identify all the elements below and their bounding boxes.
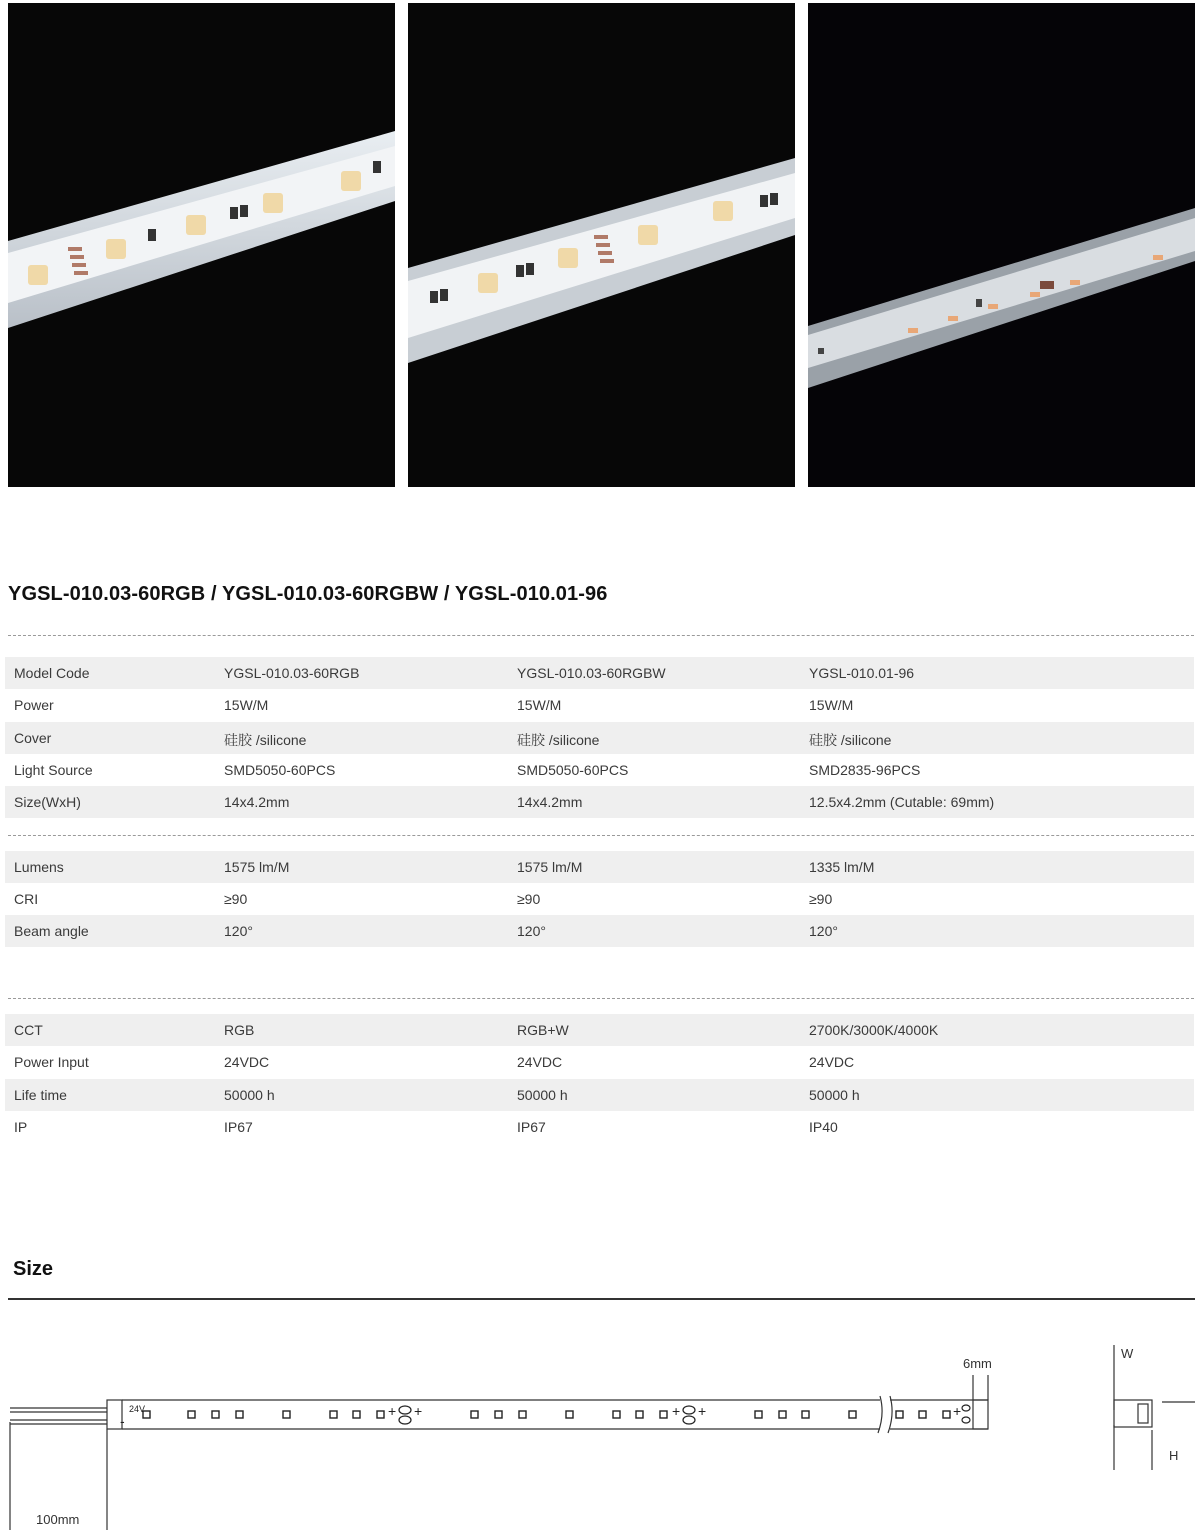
spec-row-cover: [5, 722, 1194, 754]
divider: [8, 835, 1194, 836]
spec-value: 12.5x4.2mm (Cutable: 69mm): [809, 794, 995, 810]
spec-value: 15W/M: [517, 697, 562, 713]
spec-value: 1335 lm/M: [809, 859, 875, 875]
spec-label: Life time: [14, 1087, 67, 1103]
spec-row-cct: [5, 1014, 1194, 1046]
spec-value: 120°: [809, 923, 838, 939]
width-label: W: [1121, 1346, 1134, 1361]
spec-value: 120°: [224, 923, 253, 939]
spec-value: 24VDC: [224, 1054, 270, 1070]
product-title: YGSL-010.03-60RGB / YGSL-010.03-60RGBW / YGSL-010.01-96: [8, 583, 608, 605]
spec-value: IP67: [517, 1119, 546, 1135]
spec-value: 50000 h: [224, 1087, 275, 1103]
spec-value: 24VDC: [809, 1054, 855, 1070]
spec-row-light-source: [5, 754, 1194, 786]
spec-row-beam-angle: [5, 915, 1194, 947]
spec-row-size: [5, 786, 1194, 818]
svg-text:+: +: [698, 1403, 707, 1419]
spec-label: Light Source: [14, 762, 93, 778]
spec-label: Lumens: [14, 859, 64, 875]
spec-label: Beam angle: [14, 923, 89, 939]
spec-label: Model Code: [14, 665, 90, 681]
spec-value: ≥90: [224, 891, 248, 907]
spec-label: Size(WxH): [14, 794, 81, 810]
svg-text:-: -: [120, 1413, 125, 1429]
voltage-label: 24V: [129, 1404, 146, 1414]
spec-label: CCT: [14, 1022, 43, 1038]
spec-value: 1575 lm/M: [224, 859, 290, 875]
rgb-strip-photo: [8, 3, 395, 487]
spec-row-power-input: [5, 1046, 1194, 1078]
spec-label: Power Input: [14, 1054, 89, 1070]
spec-value: RGB: [224, 1022, 255, 1038]
svg-text:+: +: [414, 1403, 423, 1419]
spec-value: IP67: [224, 1119, 253, 1135]
svg-text:+: +: [672, 1403, 681, 1419]
spec-row-ip: [5, 1111, 1194, 1143]
size-divider: [8, 1298, 1195, 1300]
spec-value: ≥90: [809, 891, 833, 907]
dim-6mm-label: 6mm: [963, 1356, 992, 1371]
spec-row-power: [5, 689, 1194, 721]
spec-label: Power: [14, 697, 54, 713]
spec-value: SMD2835-96PCS: [809, 762, 921, 778]
spec-value: SMD5050-60PCS: [517, 762, 629, 778]
spec-label: IP: [14, 1119, 28, 1135]
spec-value: 硅胶 /silicone: [517, 732, 600, 748]
spec-value: 14x4.2mm: [517, 794, 583, 810]
spec-value: 120°: [517, 923, 546, 939]
spec-value: YGSL-010.01-96: [809, 665, 915, 681]
white-strip-photo: [808, 3, 1195, 487]
height-label: H: [1169, 1448, 1179, 1463]
spec-value: 50000 h: [809, 1087, 860, 1103]
spec-value: 50000 h: [517, 1087, 568, 1103]
size-diagram: [0, 1330, 1200, 1539]
size-heading: Size: [13, 1258, 54, 1280]
spec-value: 14x4.2mm: [224, 794, 290, 810]
spec-value: 24VDC: [517, 1054, 563, 1070]
spec-value: 硅胶 /silicone: [809, 732, 892, 748]
spec-value: RGB+W: [517, 1022, 569, 1038]
spec-value: 1575 lm/M: [517, 859, 583, 875]
spec-value: YGSL-010.03-60RGBW: [517, 665, 666, 681]
spec-value: YGSL-010.03-60RGB: [224, 665, 360, 681]
spec-value: 15W/M: [224, 697, 269, 713]
divider: [8, 998, 1194, 999]
spec-label: Cover: [14, 730, 52, 746]
rgbw-strip-photo: [408, 3, 795, 487]
spec-value: 15W/M: [809, 697, 854, 713]
spec-value: 硅胶 /silicone: [224, 732, 307, 748]
spec-value: SMD5050-60PCS: [224, 762, 336, 778]
spec-label: CRI: [14, 891, 39, 907]
dim-100mm-label: 100mm: [36, 1512, 80, 1527]
spec-row-cri: [5, 883, 1194, 915]
svg-text:+: +: [388, 1403, 397, 1419]
spec-row-lumens: [5, 851, 1194, 883]
spec-row-model-code: [5, 657, 1194, 689]
spec-row-life-time: [5, 1079, 1194, 1111]
divider: [8, 635, 1194, 636]
svg-text:+: +: [953, 1403, 962, 1419]
spec-value: ≥90: [517, 891, 541, 907]
spec-value: 2700K/3000K/4000K: [809, 1022, 939, 1038]
spec-value: IP40: [809, 1119, 838, 1135]
